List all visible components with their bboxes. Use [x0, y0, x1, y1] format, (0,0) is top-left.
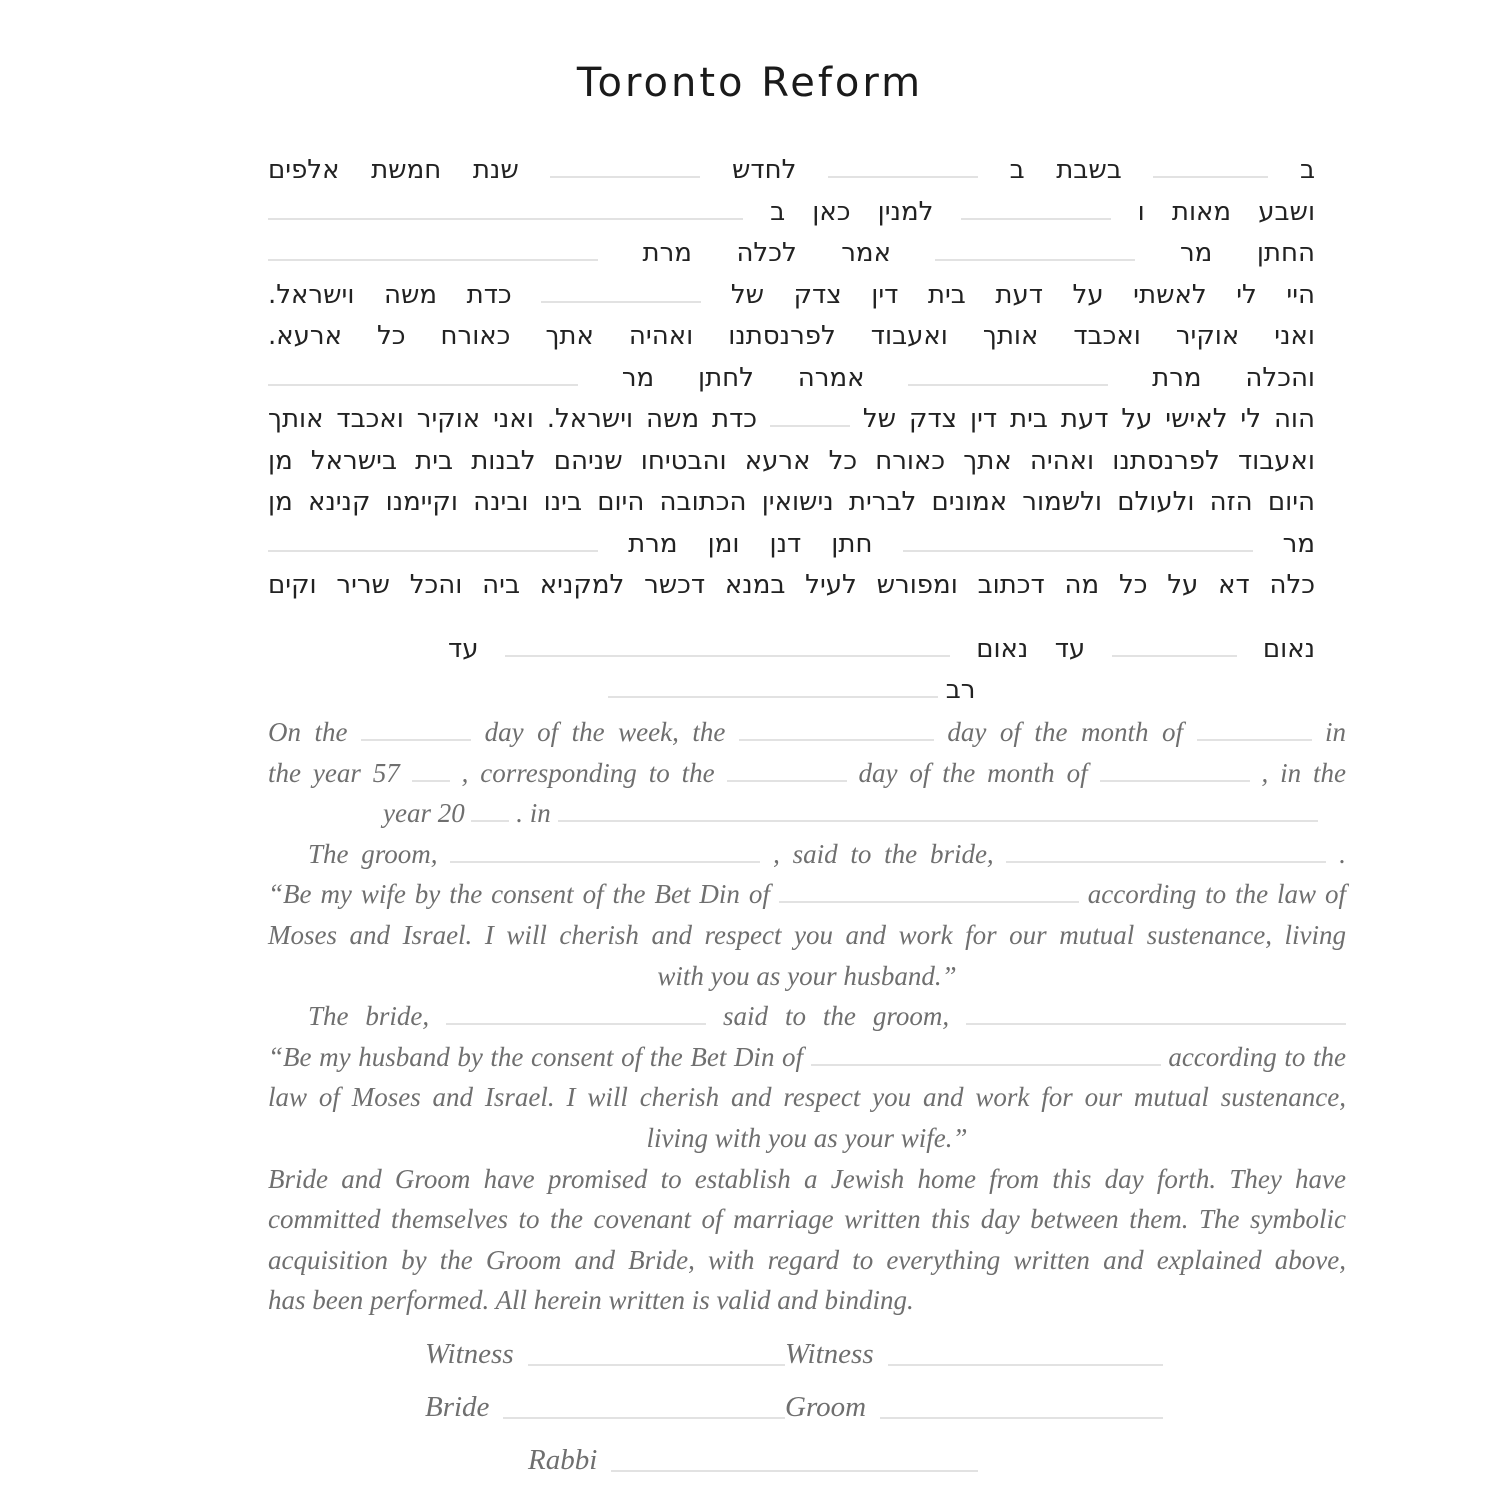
text-segment: ואעבוד לפרנסתנו ואהיה אתך כאורח כל ארעא והבטיחו שניהם לבנות בית בישראל מן: [268, 445, 1315, 476]
fill-in-blank: [1112, 630, 1237, 657]
english-text-line: [268, 793, 1346, 834]
hebrew-text-line: [268, 629, 1315, 671]
english-text-line: [268, 1240, 1346, 1281]
text-segment: The groom,: [308, 838, 438, 869]
english-text-line: [268, 834, 1346, 875]
text-segment: in: [1325, 717, 1347, 747]
hebrew-text-line: [268, 192, 1315, 234]
fill-in-blank: [727, 754, 847, 782]
text-segment: The bride,: [308, 1001, 430, 1032]
english-text-line: [268, 1280, 1346, 1321]
text-segment: עד: [1054, 633, 1086, 664]
signature-line: [888, 1364, 1163, 1366]
text-segment: , said to the bride,: [773, 838, 994, 869]
fill-in-blank: [966, 998, 1346, 1026]
text-segment: כדת משה וישראל. ואני אוקיר ואכבד אותך: [268, 404, 758, 434]
english-text-block: [268, 712, 1346, 1321]
text-segment: היום הזה ולעולם ולשמור אמונים לברית נישואין הכתובה היום בינו ובינה וקיימנו קנינא מן: [268, 487, 1315, 517]
english-text-line: [268, 712, 1346, 753]
text-segment: the year 57: [268, 757, 400, 788]
fill-in-blank: [268, 359, 578, 386]
english-text-line: [268, 1118, 1346, 1159]
text-segment: has been performed. All herein written is valid and binding.: [268, 1285, 914, 1316]
signature-row: [268, 1387, 1346, 1425]
fill-in-blank: [903, 525, 1253, 552]
fill-in-blank: [908, 359, 1108, 386]
signature-cell-witness: [425, 1334, 785, 1372]
english-text-line: [268, 956, 1346, 997]
fill-in-blank: [541, 276, 701, 303]
signature-row: [268, 1440, 1346, 1478]
fill-in-blank: [268, 525, 598, 552]
fill-in-blank: [412, 754, 450, 782]
fill-in-blank: [471, 795, 509, 823]
text-segment: . in: [516, 798, 551, 829]
text-segment: according to the law of: [1087, 879, 1347, 910]
hebrew-text-line: [268, 482, 1315, 524]
fill-in-blank: [828, 151, 978, 178]
fill-in-blank: [961, 193, 1111, 220]
fill-in-blank: [779, 876, 1079, 904]
text-segment: מר: [1282, 528, 1315, 559]
hebrew-text-line: [268, 565, 1315, 607]
text-segment: said to the groom,: [723, 1001, 950, 1032]
text-segment: החתן מר: [1180, 238, 1315, 268]
text-segment: law of Moses and Israel. I will cherish and respect you and work for our mutual sustenance,: [268, 1082, 1346, 1113]
text-segment: נאום: [976, 633, 1029, 664]
fill-in-blank: [1153, 151, 1268, 178]
fill-in-blank: [446, 998, 706, 1026]
hebrew-text-line: [268, 524, 1315, 566]
signature-line: [503, 1417, 785, 1419]
english-text-line: [268, 915, 1346, 956]
text-segment: עד: [448, 633, 479, 664]
english-text-line: [268, 996, 1346, 1037]
fill-in-blank: [361, 713, 471, 741]
text-segment: הוה לי לאישי על דעת בית דין צדק של: [862, 404, 1315, 434]
text-segment: with you as your husband.”: [657, 960, 957, 991]
text-segment: אמרה לחתן מר: [621, 362, 865, 393]
signature-line: [611, 1470, 978, 1472]
signature-label: Witness: [785, 1338, 874, 1370]
signature-block: [268, 1334, 1346, 1493]
signature-line: [880, 1417, 1163, 1419]
text-segment: Moses and Israel. I will cherish and respect you and work for our mutual sustenance, living: [268, 919, 1346, 950]
text-segment: שנת חמשת אלפים: [268, 155, 519, 185]
text-segment: היי לי לאשתי על דעת בית דין צדק של: [730, 279, 1316, 310]
signature-cell-rabbi: [528, 1440, 978, 1478]
text-segment: בשבת ב: [1009, 155, 1122, 185]
fill-in-blank: [1100, 754, 1250, 782]
text-segment: לחדש: [731, 155, 797, 185]
text-segment: , in the: [1261, 757, 1347, 788]
text-segment: .: [1339, 838, 1346, 869]
text-segment: “Be my wife by the consent of the Bet Din of: [268, 879, 770, 910]
hebrew-text-line: [268, 275, 1315, 317]
signature-cell-witness: [785, 1334, 1163, 1372]
text-segment: נאום: [1262, 633, 1316, 664]
text-segment: חתן דנן ומן מרת: [628, 528, 873, 559]
fill-in-blank: [550, 151, 700, 178]
text-segment: living with you as your wife.”: [646, 1122, 968, 1153]
text-segment: אמר לכלה מרת: [642, 238, 891, 268]
text-segment: כדת משה וישראל.: [268, 279, 512, 310]
text-segment: day of the week, the: [484, 717, 726, 747]
english-text-line: [268, 1077, 1346, 1118]
fill-in-blank: [505, 630, 950, 657]
text-segment: , corresponding to the: [461, 757, 715, 788]
hebrew-text-line: [268, 358, 1315, 400]
signature-label: Groom: [785, 1391, 867, 1423]
signature-cell-groom: [785, 1387, 1163, 1425]
text-segment: והכלה מרת: [1152, 362, 1316, 393]
text-segment: למנין כאן ב: [770, 196, 934, 227]
text-segment: year 20: [383, 798, 465, 829]
signature-label: Witness: [425, 1338, 514, 1370]
page-title: Toronto Reform: [576, 60, 924, 106]
text-segment: ב: [1300, 155, 1316, 185]
signature-label: Bride: [425, 1391, 490, 1423]
english-text-line: [268, 1159, 1346, 1200]
hebrew-text-line: [268, 399, 1315, 441]
signature-cell-bride: [425, 1387, 785, 1425]
signature-line: [528, 1364, 785, 1366]
fill-in-blank: [739, 713, 934, 741]
fill-in-blank: [770, 400, 850, 427]
english-text-line: [268, 874, 1346, 915]
fill-in-blank: [268, 193, 743, 220]
text-segment: כלה דא על כל מה דכתוב ומפורש לעיל במנא דכשר למקניא ביה והכל שריר וקים: [268, 570, 1315, 600]
signature-label: Rabbi: [528, 1444, 598, 1476]
fill-in-blank: [1006, 835, 1326, 863]
fill-in-blank: [608, 671, 938, 698]
english-text-line: [268, 1199, 1346, 1240]
text-segment: committed themselves to the covenant of marriage written this day between them. The symbolic: [268, 1204, 1346, 1235]
hebrew-text-line: [268, 233, 1315, 275]
text-segment: day of the month of: [858, 757, 1088, 788]
text-segment: ושבע מאות ו: [1137, 196, 1316, 227]
fill-in-blank: [268, 234, 598, 261]
text-segment: according to the: [1168, 1041, 1347, 1072]
text-segment: On the: [268, 717, 348, 747]
hebrew-text-line: [268, 150, 1315, 192]
fill-in-blank: [811, 1038, 1161, 1066]
signature-row: [268, 1334, 1346, 1372]
english-text-line: [268, 753, 1346, 794]
fill-in-blank: [1197, 713, 1312, 741]
fill-in-blank: [450, 835, 760, 863]
hebrew-text-line: [268, 670, 1315, 712]
text-segment: “Be my husband by the consent of the Bet Din of: [268, 1041, 804, 1072]
hebrew-text-line: [268, 316, 1315, 358]
fill-in-blank: [935, 234, 1135, 261]
text-segment: day of the month of: [947, 717, 1183, 747]
text-segment: acquisition by the Groom and Bride, with regard to everything written and explained above,: [268, 1244, 1346, 1275]
fill-in-blank: [558, 795, 1318, 823]
text-segment: רב: [945, 675, 976, 705]
hebrew-text-block: [268, 150, 1315, 712]
hebrew-text-line: [268, 441, 1315, 483]
text-segment: ואני אוקיר ואכבד אותך ואעבוד לפרנסתנו ואהיה אתך כאורח כל ארעא.: [268, 321, 1315, 351]
english-text-line: [268, 1037, 1346, 1078]
text-segment: Bride and Groom have promised to establish a Jewish home from this day forth. They have: [268, 1163, 1346, 1194]
